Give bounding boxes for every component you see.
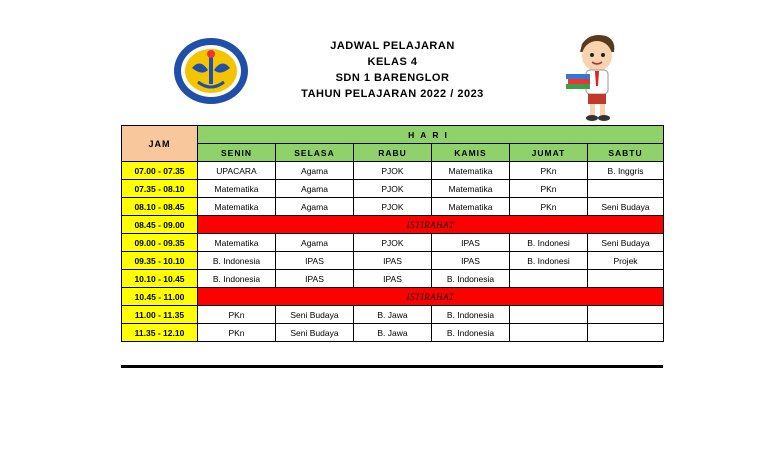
subject-cell: IPAS (276, 252, 354, 270)
header-class: KELAS 4 (367, 56, 418, 68)
school-logo-icon (172, 36, 250, 106)
bottom-divider (121, 365, 663, 368)
break-row (122, 216, 664, 234)
hari-header: HARI (198, 126, 664, 144)
subject-cell: Agama (276, 234, 354, 252)
subject-cell: Projek (588, 252, 664, 270)
time-cell: 10.10 - 10.45 (122, 270, 198, 288)
subject-cell: PKn (198, 324, 276, 342)
subject-cell: UPACARA (198, 162, 276, 180)
subject-cell: B. Indonesia (198, 270, 276, 288)
day-header: KAMIS (432, 144, 510, 162)
table-row (122, 306, 664, 324)
days-row (122, 144, 664, 162)
day-header: SELASA (276, 144, 354, 162)
header-school: SDN 1 BARENGLOR (335, 72, 450, 84)
subject-cell: B. Jawa (354, 306, 432, 324)
break-cell: ISTIRAHAT (198, 216, 664, 234)
subject-cell: Seni Budaya (276, 306, 354, 324)
table-row (122, 198, 664, 216)
subject-cell: B. Jawa (354, 324, 432, 342)
jam-header: JAM (122, 126, 198, 162)
time-cell: 07.35 - 08.10 (122, 180, 198, 198)
subject-cell: PKn (198, 306, 276, 324)
subject-cell: Seni Budaya (588, 234, 664, 252)
day-header: SENIN (198, 144, 276, 162)
subject-cell: IPAS (432, 234, 510, 252)
subject-cell: Matematika (432, 198, 510, 216)
subject-cell (588, 306, 664, 324)
subject-cell: Matematika (198, 180, 276, 198)
table-header-row (122, 126, 664, 144)
subject-cell: Seni Budaya (588, 198, 664, 216)
student-mascot-icon (560, 30, 632, 122)
subject-cell: B. Indonesi (510, 252, 588, 270)
table-row (122, 234, 664, 252)
subject-cell: B. Indonesia (198, 252, 276, 270)
subject-cell: B. Indonesi (510, 234, 588, 252)
break-cell: ISTIRAHAT (198, 288, 664, 306)
subject-cell: Agama (276, 162, 354, 180)
subject-cell: Seni Budaya (276, 324, 354, 342)
subject-cell: Agama (276, 180, 354, 198)
subject-cell: Matematika (432, 162, 510, 180)
time-cell: 07.00 - 07.35 (122, 162, 198, 180)
time-cell: 08.10 - 08.45 (122, 198, 198, 216)
table-row (122, 324, 664, 342)
subject-cell: Matematika (198, 234, 276, 252)
subject-cell (510, 306, 588, 324)
subject-cell (510, 324, 588, 342)
table-row (122, 252, 664, 270)
subject-cell: IPAS (276, 270, 354, 288)
time-cell: 09.00 - 09.35 (122, 234, 198, 252)
subject-cell: PJOK (354, 234, 432, 252)
subject-cell: IPAS (354, 270, 432, 288)
schedule-table (121, 125, 664, 342)
subject-cell: PJOK (354, 162, 432, 180)
subject-cell: PKn (510, 198, 588, 216)
header-year: TAHUN PELAJARAN 2022 / 2023 (301, 88, 484, 100)
break-row (122, 288, 664, 306)
subject-cell: IPAS (354, 252, 432, 270)
subject-cell: IPAS (432, 252, 510, 270)
schedule-header (250, 38, 535, 102)
day-header: SABTU (588, 144, 664, 162)
subject-cell (510, 270, 588, 288)
day-header: RABU (354, 144, 432, 162)
subject-cell: B. Indonesia (432, 306, 510, 324)
subject-cell: B. Inggris (588, 162, 664, 180)
day-header: JUMAT (510, 144, 588, 162)
subject-cell: Matematika (198, 198, 276, 216)
subject-cell: B. Indonesia (432, 324, 510, 342)
subject-cell: PKn (510, 180, 588, 198)
header-title: JADWAL PELAJARAN (330, 40, 455, 52)
subject-cell (588, 180, 664, 198)
table-row (122, 162, 664, 180)
table-row (122, 270, 664, 288)
subject-cell: Agama (276, 198, 354, 216)
subject-cell: PJOK (354, 198, 432, 216)
subject-cell (588, 324, 664, 342)
time-cell: 11.00 - 11.35 (122, 306, 198, 324)
time-cell: 08.45 - 09.00 (122, 216, 198, 234)
time-cell: 09.35 - 10.10 (122, 252, 198, 270)
subject-cell: B. Indonesia (432, 270, 510, 288)
time-cell: 11.35 - 12.10 (122, 324, 198, 342)
subject-cell: PJOK (354, 180, 432, 198)
table-row (122, 180, 664, 198)
subject-cell: Matematika (432, 180, 510, 198)
subject-cell: PKn (510, 162, 588, 180)
subject-cell (588, 270, 664, 288)
time-cell: 10.45 - 11.00 (122, 288, 198, 306)
